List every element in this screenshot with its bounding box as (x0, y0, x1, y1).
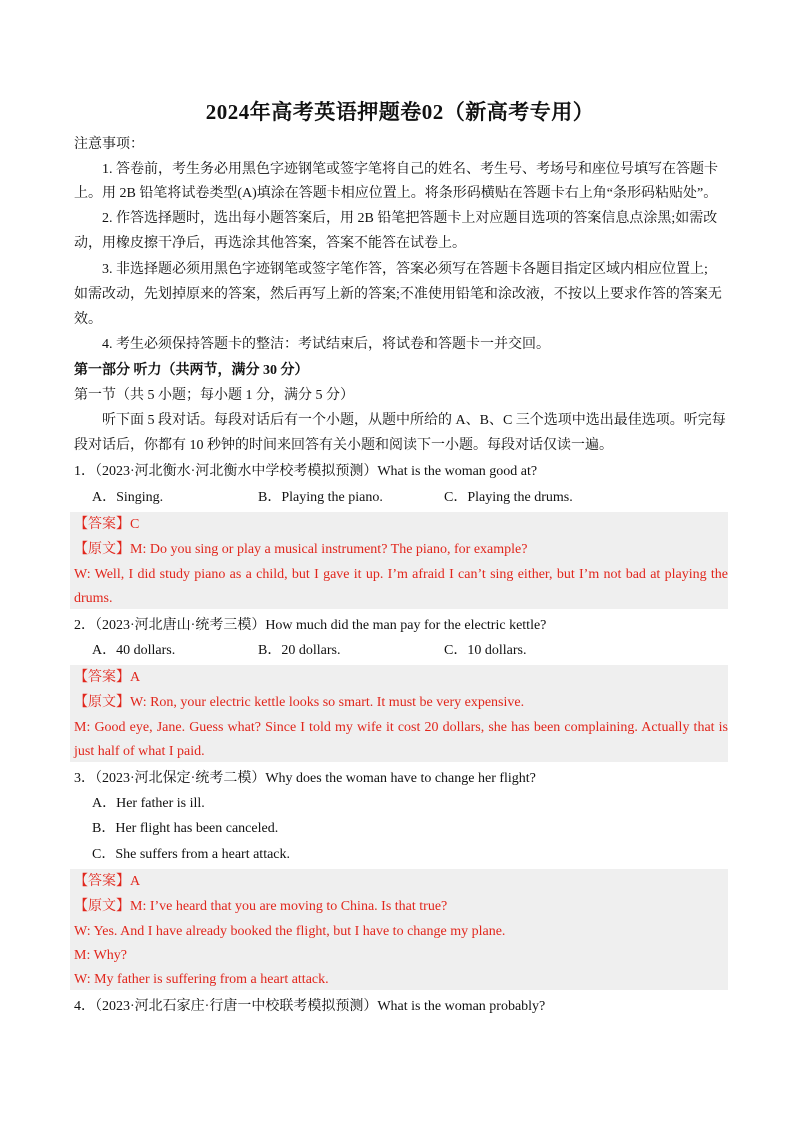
instructions-line-2: 段对话后，你都有 10 秒钟的时间来回答有关小题和阅读下一小题。每段对话仅读一遍。 (74, 438, 613, 453)
question-4-stem: 4．（2023·河北石家庄·行唐一中校联考模拟预测）What is the woman probably? (74, 999, 546, 1014)
question-3-stem: 3．（2023·河北保定·统考二模）Why does the woman have to change her flight? (74, 771, 536, 786)
notice-heading: 注意事项： (74, 137, 144, 152)
question-1-stem: 1．（2023·河北衡水·河北衡水中学校考模拟预测）What is the woman good at? (74, 464, 538, 479)
notice-item-2-line-2: 动，用橡皮擦干净后，再选涂其他答案，答案不能答在试卷上。 (74, 236, 466, 251)
answer-1: 【答案】C (74, 517, 140, 532)
answer-2: 【答案】A (74, 670, 141, 685)
answer-3: 【答案】A (74, 874, 141, 889)
option-c: C．10 dollars. (444, 643, 527, 658)
transcript-2-line-1: 【原文】W: Ron, your electric kettle looks so smart. It must be very expensive. (74, 695, 525, 710)
question-3-option-c: C．She suffers from a heart attack. (92, 847, 291, 862)
notice-item-1-line-2: 上。用 2B 铅笔将试卷类型(A)填涂在答题卡相应位置上。将条形码横贴在答题卡右上角“条形码粘贴处”。 (74, 186, 718, 201)
notice-item-4: 4. 考生必须保持答题卡的整洁：考试结束后，将试卷和答题卡一并交回。 (102, 337, 550, 352)
page-title: 2024年高考英语押题卷02（新高考专用） (205, 100, 595, 124)
option-b: B．20 dollars. (258, 643, 341, 658)
instructions-line-1: 听下面 5 段对话。每段对话后有一个小题，从题中所给的 A、B、C 三个选项中选出最佳选项。听完每 (102, 413, 726, 428)
option-a: A．40 dollars. (92, 643, 176, 658)
transcript-3-line-4: W: My father is suffering from a heart attack. (74, 972, 329, 987)
notice-item-3-line-1: 3. 非选择题必须用黑色字迹钢笔或签字笔作答，答案必须写在答题卡各题目指定区域内相应位置上; (102, 262, 708, 277)
question-3-option-b: B．Her flight has been canceled. (92, 821, 279, 836)
notice-item-3-line-3: 效。 (74, 312, 102, 327)
section1-heading: 第一节（共 5 小题；每小题 1 分，满分 5 分） (74, 388, 354, 403)
option-b: B．Playing the piano. (258, 490, 383, 505)
option-a: A．Singing. (92, 490, 164, 505)
question-3-option-a: A．Her father is ill. (92, 796, 205, 811)
transcript-2-line-2: M: Good eye, Jane. Guess what? Since I told my wife it cost 20 dollars, she has been complaining. Actually that is just half of what I paid. (74, 720, 728, 759)
transcript-3-line-3: M: Why? (74, 948, 128, 963)
transcript-3-line-1: 【原文】M: I’ve heard that you are moving to China. Is that true? (74, 899, 448, 914)
notice-item-3-line-2: 如需改动，先划掉原来的答案，然后再写上新的答案;不准使用铅笔和涂改液，不按以上要求作答的答案无 (74, 287, 722, 302)
notice-item-2-line-1: 2. 作答选择题时，选出每小题答案后，用 2B 铅笔把答题卡上对应题目选项的答案信息点涂黑;如需改 (102, 211, 718, 226)
part1-heading: 第一部分 听力（共两节，满分 30 分） (74, 363, 309, 378)
transcript-1-line-2: W: Well, I did study piano as a child, but I gave it up. I’m afraid I can’t sing either, but I’m not bad at playing the drums. (74, 567, 728, 606)
transcript-1-line-1: 【原文】M: Do you sing or play a musical instrument? The piano, for example? (74, 542, 528, 557)
question-2-stem: 2．（2023·河北唐山·统考三模）How much did the man pay for the electric kettle? (74, 618, 547, 633)
notice-item-1-line-1: 1. 答卷前，考生务必用黑色字迹钢笔或签字笔将自己的姓名、考生号、考场号和座位号填写在答题卡 (102, 162, 718, 177)
transcript-3-line-2: W: Yes. And I have already booked the flight, but I have to change my plane. (74, 924, 506, 939)
option-c: C．Playing the drums. (444, 490, 573, 505)
